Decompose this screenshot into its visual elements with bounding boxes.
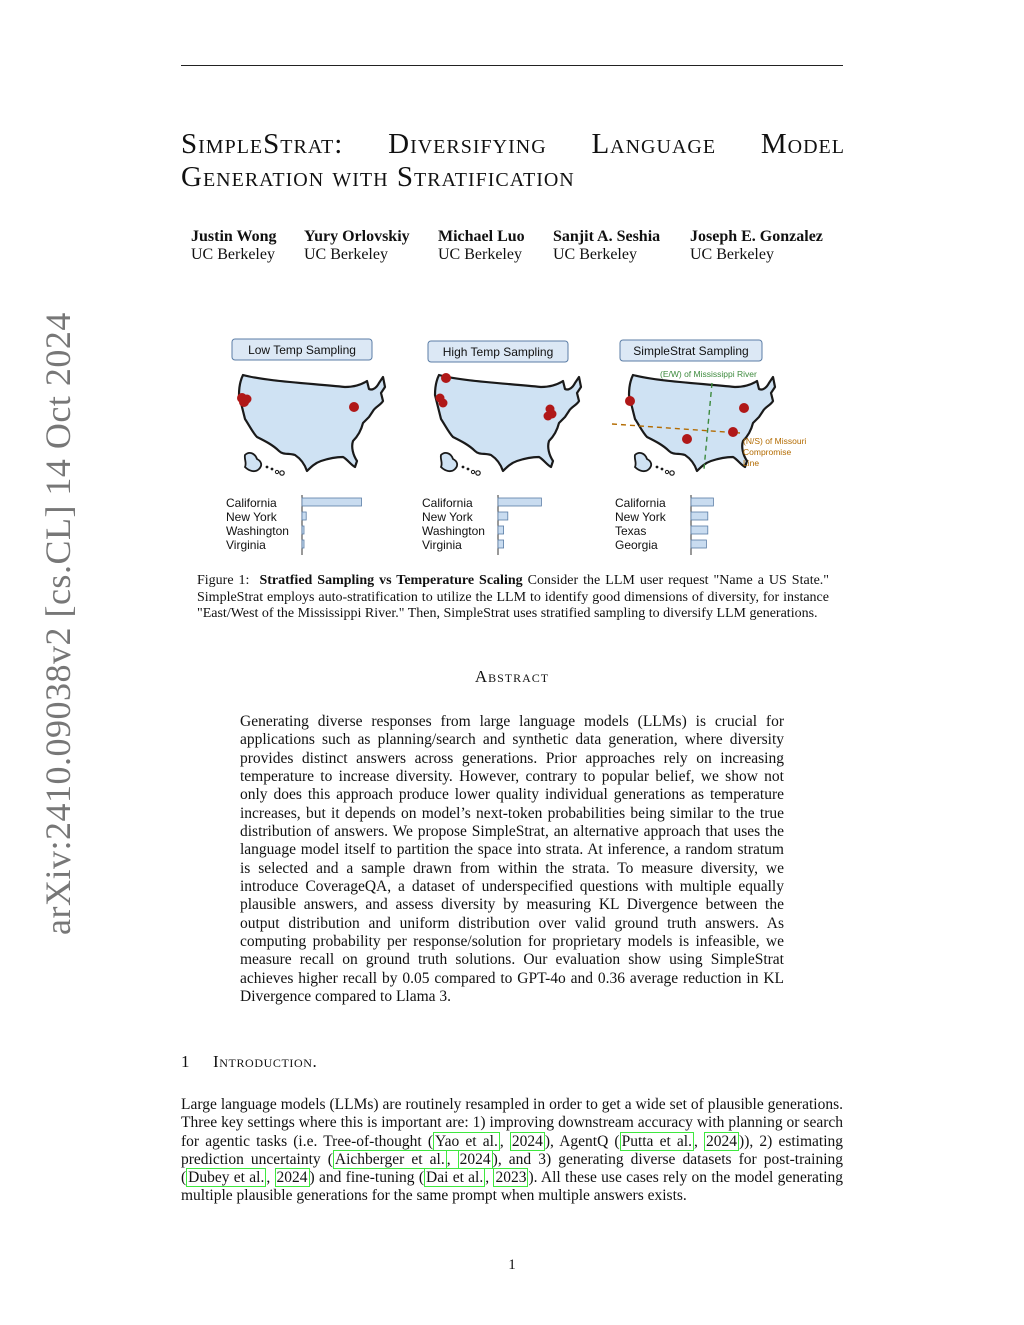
bar-label: New York	[422, 510, 473, 524]
bar-label: Washington	[422, 524, 485, 538]
distribution-bar	[691, 526, 708, 534]
bar-label: Virginia	[226, 538, 266, 552]
annotation-ns: Compromise	[743, 447, 792, 457]
citation-link[interactable]: 2023	[495, 1169, 527, 1187]
section-title: Introduction.	[213, 1052, 318, 1071]
intro-text: ,	[266, 1169, 275, 1187]
author-affiliation: UC Berkeley	[438, 246, 522, 263]
citation-link[interactable]: Putta et al.	[621, 1132, 692, 1150]
citation-link[interactable]: Aichberger et al.	[334, 1150, 445, 1168]
panel-label: SimpleStrat Sampling	[633, 344, 749, 358]
intro-text: ), AgentQ (	[544, 1132, 620, 1150]
author-name: Michael Luo	[438, 228, 525, 245]
title-line-1	[181, 128, 845, 161]
distribution-bar	[691, 498, 713, 506]
intro-paragraph	[181, 1096, 843, 1206]
author-affiliation: UC Berkeley	[553, 246, 637, 263]
intro-text: ,	[499, 1132, 510, 1150]
distribution-bar	[691, 540, 706, 548]
citation-link[interactable]: Dai et al.	[426, 1169, 484, 1187]
intro-text: ,	[485, 1169, 494, 1187]
intro-text: ). All these use cases rely on the model generating multiple plausible generations for the same prompt when multiple answers exists.	[181, 1169, 844, 1205]
author	[191, 228, 277, 264]
title-word: SimpleStrat:	[181, 128, 344, 160]
author	[690, 228, 823, 264]
citation-link[interactable]: 2024	[511, 1132, 543, 1150]
abstract-heading: Abstract	[474, 667, 550, 686]
distribution-bar	[302, 540, 304, 548]
caption-text: Consider the LLM user request "Name a US State." SimpleStrat employs auto-stratification to utilize the LLM to identify good dimensions of diversity, for instance "East/West of the Mississippi River." Then, SimpleStrat uses stratified sampling to diversify LLM generations.	[197, 573, 830, 621]
state-dot	[544, 412, 553, 421]
author-name: Yury Orlovskiy	[304, 228, 410, 245]
author	[553, 228, 660, 264]
arxiv-identifier[interactable]: arXiv:2410.09038v2 [cs.CL] 14 Oct 2024	[38, 312, 78, 935]
citation-link[interactable]: 2024	[459, 1150, 491, 1168]
state-dot	[682, 434, 692, 444]
author	[438, 228, 525, 264]
intro-text: Large language models (LLMs) are routinely resampled in order to get a wide set of plausible generations. Three key settings where this is important are: 1) improving downstream accuracy with planning or search for agentic tasks (i.e. Tree-of-thought (	[181, 1096, 843, 1150]
paper-title	[181, 128, 845, 194]
title-word: Language	[591, 128, 717, 160]
panel-high-temp	[428, 341, 581, 475]
abstract-body: Generating diverse responses from large language models (LLMs) is crucial for applications such as planning/search and synthetic data generation, where diversity provides distinct answers across generations. Prior approaches rely on increasing temperature to increase diversity. However, contrary to popular belief, we show not only does this approach produce lower quality individual generations as temperature increases, but it depends on model’s next-token probabilities being similar to the true distribution of answers. We propose SimpleStrat, an alternative approach that uses the language model itself to partition the space into strata. At inference, a random stratum is selected and a sample drawn from within the strata. To measure diversity, we introduce CoverageQA, a dataset of underspecified questions with multiple equally plausible answers, and assess diversity by measuring KL Divergence between the output distribution and uniform distribution over valid ground truth answers. As computing probability per response/solution for proprietary models is infeasible, we measure recall on ground truth solutions. Our evaluation show using SimpleStrat achieves higher recall by 0.05 compared to GPT-4o and 0.36 average reduction in KL Divergence compared to Llama 3.	[240, 713, 784, 1006]
author-affiliation: UC Berkeley	[690, 246, 774, 263]
figure-1	[200, 335, 840, 560]
intro-text: ) and fine-tuning (	[309, 1169, 425, 1187]
bar-label: New York	[615, 510, 666, 524]
header-rule	[181, 65, 843, 66]
title-word: Model	[760, 128, 845, 160]
panel-simplestrat	[612, 340, 806, 475]
distribution-bar	[498, 498, 541, 506]
section-number: 1	[181, 1052, 191, 1071]
figure-caption	[197, 573, 829, 623]
citation-link[interactable]: Dubey et al.	[188, 1169, 265, 1187]
bar-label: California	[226, 496, 277, 510]
intro-text: )), 2) estimating prediction uncertainty (	[181, 1132, 844, 1168]
us-map	[239, 375, 385, 475]
author-name: Justin Wong	[191, 228, 277, 245]
intro-text: ,	[446, 1150, 458, 1168]
bar-label: California	[615, 496, 666, 510]
caption-title: Stratfied Sampling vs Temperature Scaling	[259, 573, 523, 588]
title-line-2: Generation with Stratification	[181, 161, 575, 193]
author-affiliation: UC Berkeley	[304, 246, 388, 263]
bar-label: Washington	[226, 524, 289, 538]
distribution-bar	[302, 498, 362, 506]
citation-link[interactable]: Yao et al.	[435, 1132, 498, 1150]
intro-text: ,	[694, 1132, 705, 1150]
caption-label: Figure 1:	[197, 573, 250, 588]
intro-text: ), and 3) generating diverse datasets for post-training (	[181, 1150, 843, 1187]
us-map	[435, 375, 581, 475]
distribution-bar	[498, 512, 508, 520]
distribution-bar	[498, 526, 504, 534]
citation-link[interactable]: 2024	[706, 1132, 738, 1150]
panel-label: Low Temp Sampling	[248, 343, 356, 357]
citation-link[interactable]: 2024	[276, 1169, 308, 1187]
author-affiliation: UC Berkeley	[191, 246, 275, 263]
bar-label: New York	[226, 510, 277, 524]
state-dot	[439, 399, 448, 408]
author-name: Joseph E. Gonzalez	[690, 228, 823, 245]
distribution-bar	[691, 512, 708, 520]
annotation-ns: (N/S) of Missouri	[743, 436, 807, 446]
state-dot	[441, 373, 451, 383]
state-dot	[243, 395, 252, 404]
bar-labels	[226, 496, 667, 552]
title-word: Diversifying	[388, 128, 547, 160]
author	[304, 228, 410, 264]
distribution-bar	[302, 526, 304, 534]
bar-label: Virginia	[422, 538, 462, 552]
distribution-bar	[302, 512, 306, 520]
bar-label: Georgia	[615, 538, 658, 552]
annotation-ew: (E/W) of Mississippi River	[660, 369, 757, 379]
section-heading	[181, 1052, 317, 1072]
annotation-ns: Line	[743, 458, 760, 468]
state-dot	[728, 427, 738, 437]
page-number: 1	[508, 1257, 516, 1273]
distribution-bar	[498, 540, 504, 548]
panel-low-temp	[232, 339, 385, 475]
panel-label: High Temp Sampling	[442, 345, 554, 359]
bar-label: Texas	[615, 524, 647, 538]
author-name: Sanjit A. Seshia	[553, 228, 661, 245]
state-dot	[625, 396, 635, 406]
state-dot	[349, 402, 359, 412]
state-dot	[739, 403, 749, 413]
bar-label: California	[422, 496, 473, 510]
